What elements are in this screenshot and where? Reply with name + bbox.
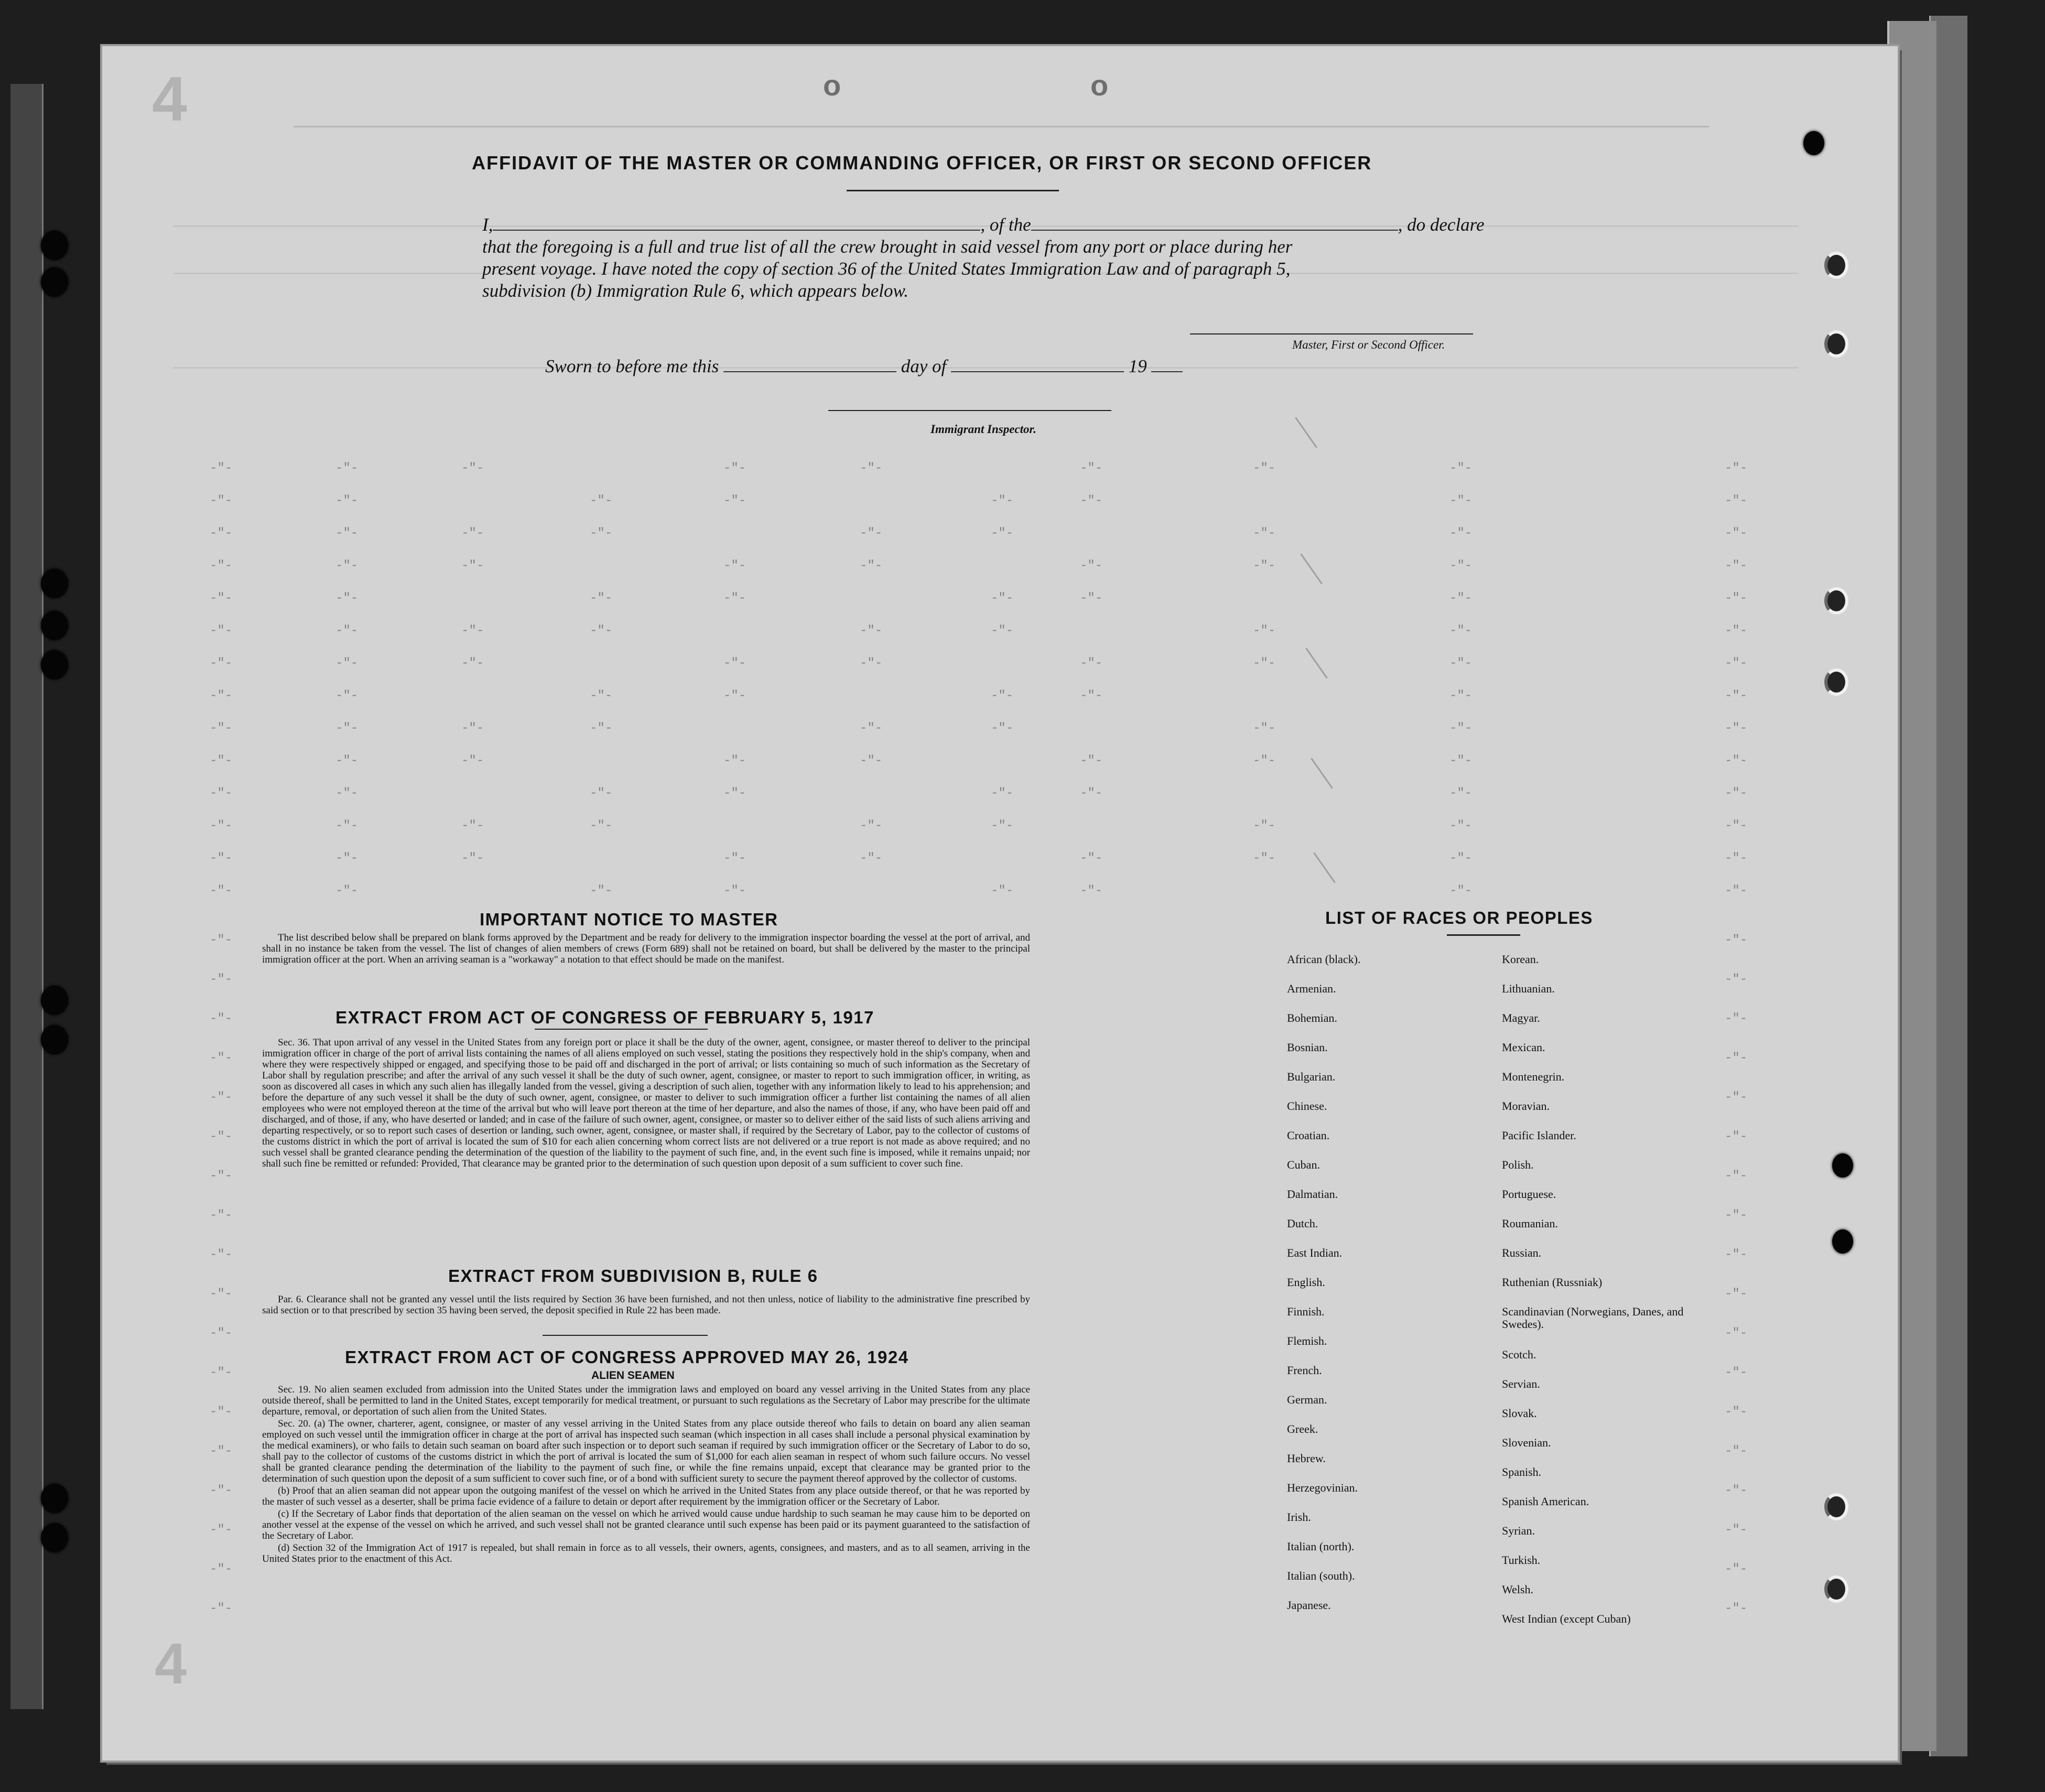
ledger-ditto-mark: -"- [210, 559, 233, 573]
race-item: German. [1287, 1393, 1327, 1406]
race-item: Magyar. [1502, 1011, 1540, 1024]
sworn-day-field[interactable] [723, 371, 896, 372]
ledger-ditto-mark: -"- [210, 526, 233, 541]
ledger-ditto-mark: -"- [210, 1562, 233, 1577]
sworn-label: Sworn to before me this [545, 356, 719, 376]
ledger-ditto-mark: -"- [210, 884, 233, 898]
race-item: Bohemian. [1287, 1011, 1337, 1024]
ledger-ditto-mark: -"- [590, 624, 613, 638]
race-item: Slovenian. [1502, 1436, 1551, 1449]
affidavit-text-line-2: that the foregoing is a full and true list of all the crew brought in said vessel from any port or place during her [482, 236, 1293, 257]
ledger-ditto-mark: -"- [210, 933, 233, 947]
sworn-year-field[interactable] [1151, 371, 1183, 372]
ledger-ditto-mark: -"- [1725, 754, 1748, 768]
officer-name-field[interactable] [493, 230, 980, 231]
ledger-ditto-mark: -"- [461, 656, 484, 671]
ledger-ditto-mark: -"- [723, 494, 746, 508]
race-item: Croatian. [1287, 1129, 1330, 1142]
ledger-ditto-mark: -"- [1449, 689, 1473, 703]
ledger-ditto-mark: -"- [991, 526, 1014, 541]
ledger-ditto-mark: -"- [336, 624, 359, 638]
ledger-ditto-mark: -"- [1253, 624, 1276, 638]
ledger-ditto-mark: -"- [1725, 884, 1748, 898]
act-1924-sec20d: (d) Section 32 of the Immigration Act of 1917 is repealed, but shall remain in force as to all vessels, their owners, agents, consignees, and masters, and as to all seamen, arriving in the United States prior to the enactment of this Act. [262, 1542, 1030, 1564]
ledger-ditto-mark: -"- [1253, 526, 1276, 541]
ledger-ditto-mark: -"- [210, 1091, 233, 1105]
affidavit-i: I, [482, 214, 493, 235]
ledger-ditto-mark: -"- [723, 591, 746, 606]
ledger-ditto-mark: -"- [210, 1366, 233, 1380]
ledger-ditto-mark: -"- [461, 721, 484, 736]
ledger-ditto-mark: -"- [991, 721, 1014, 736]
corner-page-number: 4 [152, 64, 187, 134]
ledger-ditto-mark: -"- [1080, 851, 1103, 866]
race-item: Syrian. [1502, 1524, 1535, 1537]
act-1924-sec20c: (c) If the Secretary of Labor finds that deportation of the alien seaman on the vessel on which he arrived would cause undue hardship to such seaman he may cause him to be deported on another vessel at the expense of the vessel on which he arrived, and such vessel shall not be granted clearance until such expense has been paid or its payment guaranteed to the satisfaction of the Secretary of Labor. [262, 1508, 1030, 1541]
notice-body [262, 932, 1030, 979]
race-item: East Indian. [1287, 1246, 1343, 1259]
ledger-ditto-mark: -"- [1449, 461, 1473, 476]
ledger-ditto-mark: -"- [1725, 1562, 1748, 1577]
ledger-ditto-mark: -"- [1080, 689, 1103, 703]
ledger-ditto-mark: -"- [210, 1405, 233, 1419]
race-item: Italian (south). [1287, 1569, 1355, 1582]
ledger-ditto-mark: -"- [1725, 1405, 1748, 1419]
ledger-ditto-mark: -"- [1725, 721, 1748, 736]
ledger-ditto-mark: -"- [210, 1051, 233, 1065]
race-item: Moravian. [1502, 1099, 1550, 1113]
ledger-ditto-mark: -"- [723, 786, 746, 801]
race-item: Flemish. [1287, 1334, 1327, 1347]
ledger-ditto-mark: -"- [210, 1248, 233, 1262]
ledger-ditto-mark: -"- [210, 786, 233, 801]
ledger-ditto-mark: -"- [1725, 933, 1748, 947]
race-item: Hebrew. [1287, 1452, 1326, 1465]
ledger-ditto-mark: -"- [723, 851, 746, 866]
day-of-label: day of [901, 356, 947, 376]
ledger-ditto-mark: -"- [461, 819, 484, 833]
ledger-ditto-mark: -"- [461, 461, 484, 476]
binding-hole-icon [41, 569, 68, 598]
ledger-ditto-mark: -"- [210, 973, 233, 987]
left-binding-edge [10, 84, 44, 1709]
ledger-ditto-mark: -"- [1253, 559, 1276, 573]
rule-6-body [262, 1294, 1030, 1331]
race-item: Portuguese. [1502, 1188, 1556, 1201]
ledger-ditto-mark: -"- [590, 526, 613, 541]
race-item: Armenian. [1287, 982, 1336, 995]
reinforcement-ring-icon [1824, 668, 1848, 696]
ledger-ditto-mark: -"- [1725, 1091, 1748, 1105]
race-item: English. [1287, 1276, 1325, 1289]
ledger-ditto-mark: -"- [1080, 494, 1103, 508]
binding-hole-icon [41, 1025, 68, 1054]
ledger-ditto-mark: -"- [1253, 721, 1276, 736]
inspector-signature-line[interactable] [828, 410, 1111, 411]
ledger-ditto-mark: -"- [336, 591, 359, 606]
race-item: African (black). [1287, 953, 1361, 966]
race-item: Herzegovinian. [1287, 1481, 1358, 1494]
ledger-ditto-mark: -"- [860, 721, 883, 736]
reinforcement-ring-icon [1824, 252, 1848, 279]
race-item: Scandinavian (Norwegians, Danes, and Swedes). [1502, 1305, 1684, 1331]
ledger-ditto-mark: -"- [1449, 494, 1473, 508]
ledger-ditto-mark: -"- [860, 526, 883, 541]
ledger-ditto-mark: -"- [210, 1602, 233, 1616]
ledger-ditto-mark: -"- [336, 689, 359, 703]
ledger-ditto-mark: -"- [1725, 1484, 1748, 1498]
races-title: LIST OF RACES OR PEOPLES [1325, 908, 1593, 927]
binding-hole-icon [1803, 131, 1824, 155]
ledger-ditto-mark: -"- [336, 526, 359, 541]
act-1924-title: EXTRACT FROM ACT OF CONGRESS APPROVED MAY 26, 1924 [345, 1347, 909, 1367]
ledger-ditto-mark: -"- [210, 1523, 233, 1537]
act-1924-sec20a: Sec. 20. (a) The owner, charterer, agent, consignee, or master of any vessel arriving in the United States from any place outside thereof who fails to detain on board any alien seaman employed on such vessel until the immigration officer in charge at the port of arrival has inspected such seaman (which inspection in all cases shall include a personal physical examination by the medical examiners), or who fails to detain such seaman on board after such inspection or to deport such seaman if required by such immigration officer or the Secretary of Labor to do so, shall pay to the collector of customs of the customs district in which the port of arrival is located the sum of $1,000 for each alien seaman in respect of whom such failure occurs. No vessel shall be granted clearance pending the determination of the liability to the payment of such fine, or while the fine remains unpaid, except that clearance may be granted prior to the determination of such question upon the deposit of a sum sufficient to cover such fine, or of a bond with sufficient surety to secure the payment thereof approved by the collector of customs. [262, 1418, 1030, 1484]
ledger-ditto-mark: -"- [1449, 591, 1473, 606]
act-1924-subtitle: ALIEN SEAMEN [591, 1369, 675, 1381]
ledger-ditto-mark: -"- [210, 1208, 233, 1223]
ledger-ditto-mark: -"- [723, 656, 746, 671]
ledger-ditto-mark: -"- [210, 624, 233, 638]
ledger-ditto-mark: -"- [461, 624, 484, 638]
ledger-ditto-mark: -"- [860, 656, 883, 671]
ledger-ditto-mark: -"- [1725, 1248, 1748, 1262]
year-label: 19 [1128, 356, 1147, 376]
race-item: Servian. [1502, 1377, 1540, 1390]
reinforcement-ring-icon [1824, 587, 1848, 614]
ledger-ditto-mark: -"- [1253, 656, 1276, 671]
race-item: Chinese. [1287, 1099, 1327, 1113]
ledger-ditto-mark: -"- [991, 494, 1014, 508]
ledger-ditto-mark: -"- [1080, 461, 1103, 476]
ledger-ditto-mark: -"- [860, 819, 883, 833]
race-item: Spanish American. [1502, 1495, 1589, 1508]
ledger-ditto-mark: -"- [210, 1012, 233, 1026]
race-item: Mexican. [1502, 1041, 1545, 1054]
race-item: Montenegrin. [1502, 1070, 1565, 1083]
ledger-ditto-mark: -"- [210, 851, 233, 866]
ledger-ditto-mark: -"- [590, 689, 613, 703]
ledger-ditto-mark: -"- [860, 851, 883, 866]
sworn-line [545, 357, 1183, 376]
binding-hole-icon [41, 650, 68, 679]
ledger-ditto-mark: -"- [1725, 559, 1748, 573]
race-item: Scotch. [1502, 1348, 1537, 1361]
affidavit-text-line-4: subdivision (b) Immigration Rule 6, which appears below. [482, 280, 909, 301]
ledger-ditto-mark: -"- [1725, 973, 1748, 987]
ledger-ditto-mark: -"- [210, 1326, 233, 1341]
sworn-month-field[interactable] [951, 371, 1124, 372]
ledger-ditto-mark: -"- [860, 624, 883, 638]
binding-hole-icon [41, 611, 68, 640]
race-item: Cuban. [1287, 1158, 1320, 1171]
ledger-ditto-mark: -"- [336, 851, 359, 866]
races-column-1 [1287, 953, 1360, 1628]
master-signature-line[interactable] [1190, 333, 1473, 334]
race-item: Italian (north). [1287, 1540, 1355, 1553]
act-1924-sec20b: (b) Proof that an alien seaman did not appear upon the outgoing manifest of the vessel on which he arrived in the United States from any place outside thereof, or that he was reported by the master of such vessel as a deserter, shall be prima facie evidence of a failure to detain or deport after requirement by the immigration officer or the Secretary of Labor. [262, 1485, 1030, 1507]
ledger-ditto-mark: -"- [210, 1444, 233, 1459]
ledger-ditto-mark: -"- [1080, 786, 1103, 801]
ledger-ditto-mark: -"- [336, 884, 359, 898]
race-item: French. [1287, 1364, 1322, 1377]
ledger-ditto-mark: -"- [860, 461, 883, 476]
ledger-ditto-mark: -"- [1080, 591, 1103, 606]
ledger-ditto-mark: -"- [590, 786, 613, 801]
affidavit-declare: , do declare [1398, 214, 1485, 235]
act-1917-rule [535, 1029, 708, 1030]
rule-6-title: EXTRACT FROM SUBDIVISION B, RULE 6 [448, 1266, 818, 1286]
corner-page-number-bottom: 4 [155, 1632, 187, 1696]
ledger-ditto-mark: -"- [336, 559, 359, 573]
race-item: Welsh. [1502, 1583, 1533, 1596]
act-1924-body [262, 1384, 1030, 1646]
punch-mark: o [823, 69, 841, 102]
ledger-ditto-mark: -"- [723, 754, 746, 768]
ledger-ditto-mark: -"- [1725, 1130, 1748, 1144]
ledger-ditto-mark: -"- [1449, 526, 1473, 541]
binding-hole-icon [1832, 1153, 1853, 1178]
race-item: Finnish. [1287, 1305, 1325, 1318]
act-1917-title: EXTRACT FROM ACT OF CONGRESS OF FEBRUARY 5, 1917 [336, 1008, 874, 1027]
ledger-ditto-mark: -"- [860, 559, 883, 573]
ledger-ditto-mark: -"- [590, 819, 613, 833]
ledger-ditto-mark: -"- [1725, 1602, 1748, 1616]
notice-title: IMPORTANT NOTICE TO MASTER [480, 910, 778, 929]
ledger-ditto-mark: -"- [1725, 591, 1748, 606]
race-item: Roumanian. [1502, 1217, 1558, 1230]
ledger-ditto-mark: -"- [991, 689, 1014, 703]
race-item: West Indian (except Cuban) [1502, 1612, 1631, 1625]
ledger-ditto-mark: -"- [1725, 1366, 1748, 1380]
rule-6-par6: Par. 6. Clearance shall not be granted any vessel until the lists required by Section 36 have been furnished, and not then unless, notice of liability to the administrative fine prescribed by said section or to that prescribed by section 35 having been served, the deposit specified in Rule 22 has been made. [262, 1294, 1030, 1316]
race-item: Bosnian. [1287, 1041, 1328, 1054]
ledger-ditto-mark: -"- [1725, 461, 1748, 476]
race-item: Korean. [1502, 953, 1539, 966]
ledger-ditto-mark: -"- [210, 819, 233, 833]
act-1917-sec36: Sec. 36. That upon arrival of any vessel in the United States from any foreign port or place it shall be the duty of the owner, agent, consignee, or master thereof to deliver to the principal immigration officer in charge of the port of arrival lists containing the names of all aliens employed on such vessel, stating the positions they respectively hold in the ship's company, when and where they were respectively shipped or engaged, and specifying those to be paid off and discharged in the port of arrival; or lists containing so much of such information as the Secretary of Labor shall by regulation prescribe; and after the arrival of any such vessel it shall be the duty of such owner, agent, consignee, or master to report to such immigration officer, in writing, as soon as discovered all cases in which any such alien has illegally landed from the vessel, giving a description of such alien, together with any information likely to lead to his apprehension; and before the departure of any such vessel it shall be the duty of such owner, agent, consignee, or master to deliver to such immigration officer a further list containing the names of all alien employees who were not employed thereon at the time of the arrival but who will leave port thereon at the time of her departure, and also the names of those, if any, who have been paid off and discharged, and of those, if any, who have deserted or landed; and in case of the failure of such owner, agent, consignee, or master so to deliver either of the said lists of such aliens arriving and departing respectively, or so to report such cases of desertion or landing, such owner, agent, consignee, or master shall, if required by the Secretary of Labor, pay to the collector of customs of the customs district in which the port of arrival is located the sum of $10 for each alien concerning whom correct lists are not delivered or a true report is not made as above required; and no such vessel shall be granted clearance pending the determination of the question of the liability to the payment of such fine, and, in the event such fine is imposed, while it remains unpaid; nor shall such fine be remitted or refunded: Provided, That clearance may be granted prior to the determination of such question upon deposit of a sum sufficient to cover such fine. [262, 1037, 1030, 1169]
ledger-ditto-mark: -"- [590, 721, 613, 736]
ledger-ditto-mark: -"- [1080, 884, 1103, 898]
race-item: Bulgarian. [1287, 1070, 1336, 1083]
ledger-ditto-mark: -"- [1449, 786, 1473, 801]
ledger-ditto-mark: -"- [991, 591, 1014, 606]
inspector-signature-label: Immigrant Inspector. [930, 423, 1036, 436]
ledger-ditto-mark: -"- [210, 461, 233, 476]
ledger-ditto-mark: -"- [1449, 851, 1473, 866]
affidavit-title-rule [847, 190, 1059, 191]
ledger-ditto-mark: -"- [1725, 1169, 1748, 1183]
race-item: Japanese. [1287, 1599, 1331, 1612]
binding-hole-icon [1832, 1229, 1853, 1254]
ledger-ditto-mark: -"- [336, 786, 359, 801]
ledger-ditto-mark: -"- [336, 721, 359, 736]
races-title-rule [1447, 934, 1520, 936]
ledger-ditto-mark: -"- [1725, 1287, 1748, 1301]
ledger-ditto-mark: -"- [210, 754, 233, 768]
binding-hole-icon [41, 986, 68, 1015]
ledger-ditto-mark: -"- [1080, 559, 1103, 573]
race-item: Greek. [1287, 1422, 1318, 1435]
ledger-ditto-mark: -"- [210, 656, 233, 671]
ledger-ditto-mark: -"- [1725, 819, 1748, 833]
ledger-ditto-mark: -"- [336, 461, 359, 476]
ledger-ditto-mark: -"- [1725, 1326, 1748, 1341]
binding-hole-icon [41, 1523, 68, 1552]
ledger-ditto-mark: -"- [723, 884, 746, 898]
binding-hole-icon [41, 1484, 68, 1513]
ledger-ditto-mark: -"- [1725, 1444, 1748, 1459]
ledger-ditto-mark: -"- [1725, 656, 1748, 671]
ledger-ditto-mark: -"- [991, 786, 1014, 801]
ledger-ditto-mark: -"- [461, 526, 484, 541]
ledger-ditto-mark: -"- [991, 819, 1014, 833]
ledger-ditto-mark: -"- [1253, 851, 1276, 866]
ledger-ditto-mark: -"- [461, 754, 484, 768]
ledger-ditto-mark: -"- [336, 494, 359, 508]
race-item: Irish. [1287, 1510, 1311, 1524]
ledger-ditto-mark: -"- [590, 884, 613, 898]
ledger-ditto-mark: -"- [210, 1169, 233, 1183]
reinforcement-ring-icon [1824, 1493, 1848, 1520]
ledger-ditto-mark: -"- [210, 1130, 233, 1144]
race-item: Dutch. [1287, 1217, 1318, 1230]
binding-hole-icon [41, 231, 68, 260]
ledger-ditto-mark: -"- [336, 656, 359, 671]
ledger-ditto-mark: -"- [210, 1287, 233, 1301]
reinforcement-ring-icon [1824, 330, 1848, 358]
ledger-ditto-mark: -"- [1725, 494, 1748, 508]
ledger-ditto-mark: -"- [1449, 559, 1473, 573]
rule-6-rule [543, 1335, 708, 1336]
race-item: Russian. [1502, 1246, 1542, 1259]
master-signature-label: Master, First or Second Officer. [1292, 338, 1445, 351]
ledger-ditto-mark: -"- [210, 494, 233, 508]
ledger-ditto-mark: -"- [1449, 624, 1473, 638]
race-item: Turkish. [1502, 1553, 1541, 1567]
ledger-ditto-mark: -"- [991, 884, 1014, 898]
ledger-ditto-mark: -"- [1725, 1051, 1748, 1065]
race-item: Spanish. [1502, 1465, 1542, 1478]
ledger-ditto-mark: -"- [461, 851, 484, 866]
ledger-ditto-mark: -"- [991, 624, 1014, 638]
bleed-through-line [294, 126, 1709, 127]
ledger-ditto-mark: -"- [1725, 851, 1748, 866]
ledger-ditto-mark: -"- [1449, 721, 1473, 736]
ledger-ditto-mark: -"- [1725, 1012, 1748, 1026]
affidavit-declaration-line [482, 215, 1485, 235]
ledger-ditto-mark: -"- [723, 559, 746, 573]
ledger-ditto-mark: -"- [1725, 1523, 1748, 1537]
ledger-ditto-mark: -"- [210, 1484, 233, 1498]
act-1917-body [262, 1037, 1030, 1257]
ledger-ditto-mark: -"- [1725, 786, 1748, 801]
ledger-ditto-mark: -"- [1080, 754, 1103, 768]
race-item: Ruthenian (Russniak) [1502, 1276, 1603, 1289]
ledger-ditto-mark: -"- [1253, 754, 1276, 768]
affidavit-title: AFFIDAVIT OF THE MASTER OR COMMANDING OFFICER, OR FIRST OR SECOND OFFICER [472, 152, 1372, 174]
race-item: Slovak. [1502, 1407, 1537, 1420]
ledger-ditto-mark: -"- [336, 819, 359, 833]
binding-hole-icon [41, 267, 68, 297]
ledger-ditto-mark: -"- [723, 461, 746, 476]
punch-mark: o [1090, 69, 1109, 102]
ledger-ditto-mark: -"- [1725, 689, 1748, 703]
act-1924-sec19: Sec. 19. No alien seamen excluded from admission into the United States under the immigration laws and employed on board any vessel arriving in the United States from any place outside thereof, shall be permitted to land in the United States, except temporarily for medical treatment, or pursuant to such regulations as the Secretary of Labor may prescribe for the ultimate departure, removal, or deportation of such alien from the United States. [262, 1384, 1030, 1417]
ledger-ditto-mark: -"- [210, 689, 233, 703]
ledger-ditto-mark: -"- [1449, 884, 1473, 898]
ledger-ditto-mark: -"- [210, 591, 233, 606]
ledger-ditto-mark: -"- [1253, 819, 1276, 833]
notice-paragraph: The list described below shall be prepared on blank forms approved by the Department and be ready for delivery to the immigration inspector boarding the vessel at the port of arrival, and shall in no instance be taken from the vessel. The list of changes of alien members of crews (Form 689) shall not be retained on board, but shall be delivered by the master to the principal immigration officer at the port. When an arriving seaman is a "workaway" a notation to that effect should be made on the manifest. [262, 932, 1030, 965]
ledger-ditto-mark: -"- [1725, 1208, 1748, 1223]
vessel-name-field[interactable] [1031, 230, 1398, 231]
ledger-ditto-mark: -"- [1725, 526, 1748, 541]
ledger-ditto-mark: -"- [590, 591, 613, 606]
ledger-ditto-mark: -"- [1725, 624, 1748, 638]
race-item: Polish. [1502, 1158, 1534, 1171]
reinforcement-ring-icon [1824, 1575, 1848, 1603]
race-item: Pacific Islander. [1502, 1129, 1576, 1142]
ledger-ditto-mark: -"- [1080, 656, 1103, 671]
ledger-ditto-mark: -"- [1253, 461, 1276, 476]
affidavit-text-line-3: present voyage. I have noted the copy of section 36 of the United States Immigration Law and of paragraph 5, [482, 258, 1291, 279]
ledger-ditto-mark: -"- [1449, 656, 1473, 671]
race-item: Dalmatian. [1287, 1188, 1338, 1201]
ledger-ditto-mark: -"- [210, 721, 233, 736]
ledger-ditto-mark: -"- [1449, 819, 1473, 833]
ledger-ditto-mark: -"- [336, 754, 359, 768]
ledger-ditto-mark: -"- [723, 689, 746, 703]
ledger-ditto-mark: -"- [590, 494, 613, 508]
races-column-2 [1502, 953, 1691, 1642]
ledger-ditto-mark: -"- [1449, 754, 1473, 768]
affidavit-of-the: , of the [980, 214, 1031, 235]
ledger-ditto-mark: -"- [860, 754, 883, 768]
ledger-ditto-mark: -"- [461, 559, 484, 573]
race-item: Lithuanian. [1502, 982, 1555, 995]
